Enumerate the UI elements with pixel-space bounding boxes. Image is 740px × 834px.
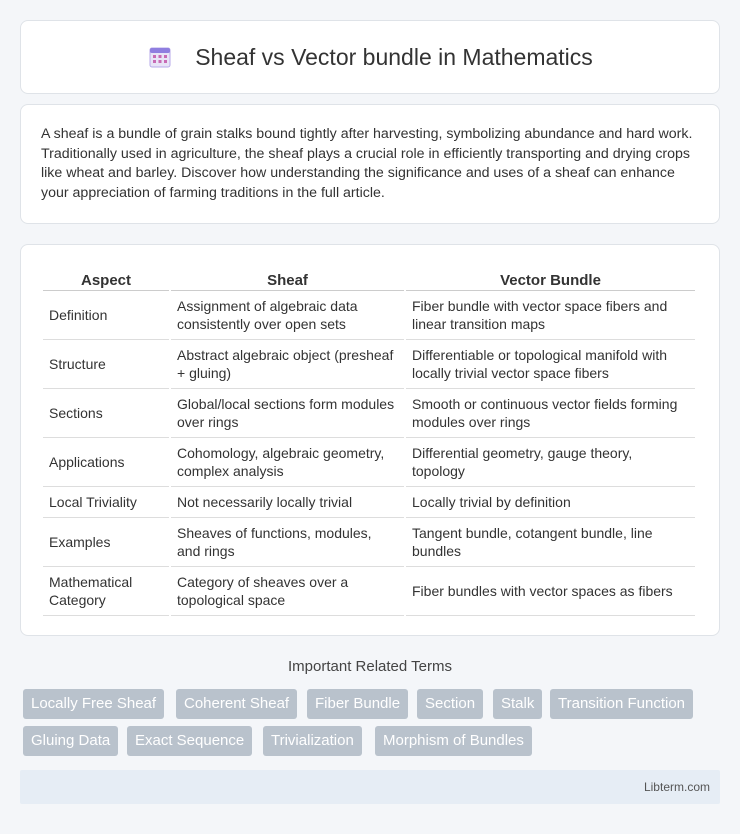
tag-gluing-data[interactable]: Gluing Data [23,726,118,756]
tag-stalk[interactable]: Stalk [493,689,542,719]
tag-exact-sequence[interactable]: Exact Sequence [127,726,252,756]
table-cell: Differentiable or topological manifold with locally trivial vector space fibers [406,340,695,389]
table-cell: Applications [43,438,169,487]
header-sheaf: Sheaf [171,265,404,291]
table-cell: Smooth or continuous vector fields forming modules over rings [406,389,695,438]
table-row [43,567,695,616]
comparison-card [20,244,720,636]
table-cell: Tangent bundle, cotangent bundle, line bundles [406,518,695,567]
table-cell: Local Triviality [43,487,169,518]
table-cell: Mathematical Category [43,567,169,616]
table-cell: Fiber bundles with vector spaces as fibers [406,567,695,616]
intro-card [20,104,720,224]
table-row [43,518,695,567]
table-row [43,438,695,487]
footer [20,770,720,804]
header-card [20,20,720,94]
table-cell: Fiber bundle with vector space fibers and linear transition maps [406,291,695,340]
table-cell: Locally trivial by definition [406,487,695,518]
tag-transition-function[interactable]: Transition Function [550,689,693,719]
tag-morphism-of-bundles[interactable]: Morphism of Bundles [375,726,532,756]
table-cell: Sheaves of functions, modules, and rings [171,518,404,567]
header-aspect: Aspect [43,265,169,291]
table-cell: Not necessarily locally trivial [171,487,404,518]
tag-fiber-bundle[interactable]: Fiber Bundle [307,689,408,719]
table-cell: Structure [43,340,169,389]
intro-text: A sheaf is a bundle of grain stalks bound tightly after harvesting, symbolizing abundance and hard work. Traditionally used in agriculture, the sheaf plays a crucial role in efficiently transporting and drying crops like wheat and barley. Discover how understanding the significance and uses of a sheaf can enhance your appreciation of farming traditions in the full article. [41,126,693,201]
table-header-row [43,265,695,291]
calendar-icon [147,44,173,70]
table-cell: Cohomology, algebraic geometry, complex analysis [171,438,404,487]
page-title: Sheaf vs Vector bundle in Mathematics [195,43,593,70]
table-cell: Examples [43,518,169,567]
table-cell: Global/local sections form modules over rings [171,389,404,438]
table-cell: Definition [43,291,169,340]
header-vector-bundle: Vector Bundle [406,265,695,291]
tag-trivialization[interactable]: Trivialization [263,726,362,756]
table-row [43,291,695,340]
table-row [43,389,695,438]
table-cell: Sections [43,389,169,438]
tag-locally-free-sheaf[interactable]: Locally Free Sheaf [23,689,164,719]
table-cell: Category of sheaves over a topological space [171,567,404,616]
table-cell: Abstract algebraic object (presheaf + gluing) [171,340,404,389]
tag-coherent-sheaf[interactable]: Coherent Sheaf [176,689,297,719]
table-cell: Differential geometry, gauge theory, topology [406,438,695,487]
footer-site-link[interactable]: Libterm.com [643,780,710,794]
tag-section[interactable]: Section [417,689,483,719]
table-cell: Assignment of algebraic data consistently over open sets [171,291,404,340]
table-row [43,340,695,389]
related-terms-title: Important Related Terms [288,658,452,675]
table-row [43,487,695,518]
comparison-table [41,265,697,616]
